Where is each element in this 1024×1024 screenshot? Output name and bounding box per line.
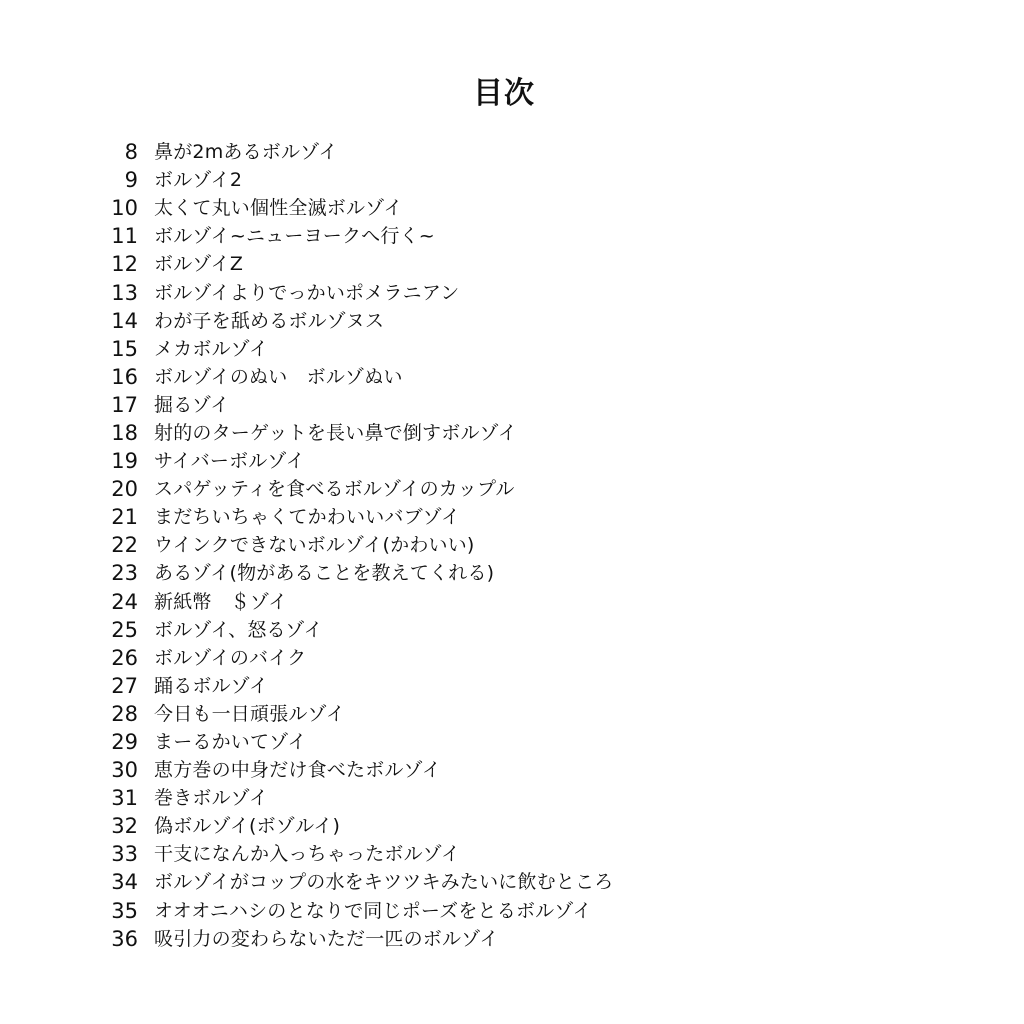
toc-entry-title: ボルゾイのバイク — [154, 646, 307, 669]
toc-entry — [96, 644, 956, 672]
toc-entry — [96, 419, 956, 447]
toc-page-number: 32 — [111, 814, 138, 839]
toc-entry — [96, 728, 956, 756]
toc-entry — [96, 616, 956, 644]
toc-entry — [96, 138, 956, 166]
toc-entry-title: 巻きボルゾイ — [154, 787, 269, 810]
toc-entry — [96, 250, 956, 278]
toc-page-number: 13 — [111, 280, 138, 305]
toc-entry — [96, 222, 956, 250]
toc-page-number: 21 — [111, 505, 138, 530]
toc-entry-title: スパゲッティを食べるボルゾイのカップル — [154, 478, 515, 501]
toc-page-number: 16 — [111, 364, 138, 389]
toc-page-number: 29 — [111, 730, 138, 755]
toc-page-number: 31 — [111, 786, 138, 811]
toc-entry — [96, 897, 956, 925]
toc-entry-title: 射的のターゲットを長い鼻で倒すボルゾイ — [154, 421, 518, 444]
toc-entry-title: まーるかいてゾイ — [154, 731, 307, 754]
toc-entry-title: 今日も一日頑張ルゾイ — [154, 702, 346, 725]
toc-page-number: 22 — [111, 533, 138, 558]
toc-list — [96, 138, 956, 953]
toc-entry-title: サイバーボルゾイ — [154, 450, 305, 473]
toc-entry-title: 新紙幣 ＄ゾイ — [154, 590, 288, 613]
toc-entry — [96, 925, 956, 953]
toc-page-number: 27 — [111, 673, 138, 698]
toc-entry-title: ボルゾイ、怒るゾイ — [154, 618, 323, 641]
toc-entry-title: オオオニハシのとなりで同じポーズをとるボルゾイ — [154, 899, 592, 922]
toc-page-number: 24 — [111, 589, 138, 614]
toc-entry — [96, 559, 956, 587]
toc-entry — [96, 700, 956, 728]
toc-page-number: 15 — [111, 336, 138, 361]
toc-entry — [96, 166, 956, 194]
toc-entry — [96, 756, 956, 784]
toc-page-number: 33 — [111, 842, 138, 867]
page-title: 目次 — [473, 76, 535, 111]
toc-entry-title: ボルゾイ2 — [154, 169, 243, 192]
toc-entry-title: 干支になんか入っちゃったボルゾイ — [154, 843, 461, 866]
toc-entry-title: 吸引力の変わらないただ一匹のボルゾイ — [154, 927, 499, 950]
toc-page-number: 30 — [111, 758, 138, 783]
toc-entry — [96, 447, 956, 475]
toc-page-number: 34 — [111, 870, 138, 895]
toc-entry-title: ボルゾイのぬい ボルゾぬい — [154, 365, 403, 388]
toc-page-number: 19 — [111, 449, 138, 474]
toc-entry-title: 太くて丸い個性全滅ボルゾイ — [154, 197, 403, 220]
toc-page-number: 20 — [111, 477, 138, 502]
toc-entry — [96, 194, 956, 222]
toc-page-number: 26 — [111, 645, 138, 670]
toc-page-number: 18 — [111, 420, 138, 445]
toc-entry — [96, 531, 956, 559]
toc-page-number: 14 — [111, 308, 138, 333]
toc-entry — [96, 278, 956, 306]
toc-entry — [96, 503, 956, 531]
toc-entry-title: ボルゾイ~ニューヨークへ行く~ — [154, 225, 435, 248]
toc-page-number: 17 — [111, 392, 138, 417]
toc-entry — [96, 868, 956, 896]
toc-entry-title: 掘るゾイ — [154, 393, 230, 416]
toc-entry — [96, 307, 956, 335]
toc-entry-title: メカボルゾイ — [154, 337, 269, 360]
toc-entry-title: 踊るボルゾイ — [154, 674, 269, 697]
toc-entry — [96, 812, 956, 840]
toc-entry-title: わが子を舐めるボルゾヌス — [154, 309, 385, 332]
toc-entry-title: ボルゾイZ — [154, 253, 244, 276]
toc-entry — [96, 588, 956, 616]
toc-entry-title: あるゾイ(物があることを教えてくれる) — [154, 562, 495, 585]
toc-page-number: 12 — [111, 252, 138, 277]
toc-entry — [96, 475, 956, 503]
toc-entry — [96, 840, 956, 868]
toc-entry-title: ボルゾイよりでっかいポメラニアン — [154, 281, 460, 304]
toc-entry-title: 鼻が2mあるボルゾイ — [154, 141, 338, 164]
toc-entry — [96, 784, 956, 812]
toc-entry-title: 偽ボルゾイ(ボゾルイ) — [154, 815, 341, 838]
toc-page-number: 35 — [111, 898, 138, 923]
toc-page-number: 11 — [111, 224, 138, 249]
toc-entry — [96, 363, 956, 391]
toc-page-number: 10 — [111, 196, 138, 221]
toc-entry-title: ボルゾイがコップの水をキツツキみたいに飲むところ — [154, 871, 614, 894]
toc-entry — [96, 391, 956, 419]
toc-entry-title: ウインクできないボルゾイ(かわいい) — [154, 534, 475, 557]
toc-entry — [96, 672, 956, 700]
toc-entry-title: まだちいちゃくてかわいいバブゾイ — [154, 506, 461, 529]
toc-entry — [96, 335, 956, 363]
toc-page-number: 25 — [111, 617, 138, 642]
toc-page-number: 9 — [124, 168, 138, 193]
toc-page-number: 28 — [111, 701, 138, 726]
toc-entry-title: 恵方巻の中身だけ食べたボルゾイ — [154, 759, 442, 782]
toc-page-number: 36 — [111, 926, 138, 951]
toc-page-number: 23 — [111, 561, 138, 586]
toc-page-number: 8 — [124, 140, 138, 165]
